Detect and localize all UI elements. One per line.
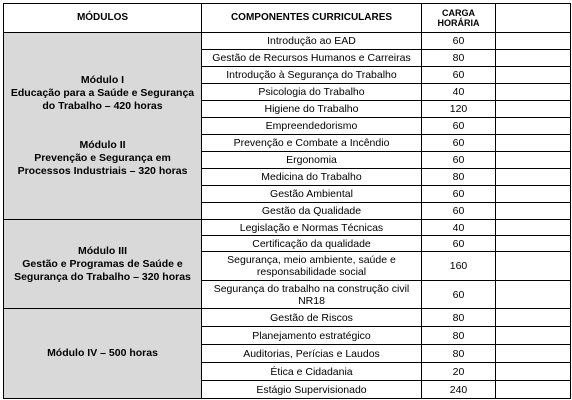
carga-cell: 160 [422, 252, 496, 281]
carga-cell: 80 [422, 50, 496, 67]
module-cell-1-2 [4, 33, 202, 220]
table-row [4, 309, 571, 327]
header-row [4, 4, 571, 33]
header-carga-line1: CARGA [442, 8, 475, 18]
blank-cell [496, 33, 571, 50]
componente-cell: Auditorias, Perícias e Laudos [202, 345, 422, 363]
carga-cell: 60 [422, 118, 496, 135]
blank-cell [496, 281, 571, 309]
module-2-hours: Processos Industriais – 320 horas [17, 165, 188, 177]
blank-cell [496, 252, 571, 281]
blank-cell [496, 309, 571, 327]
componente-cell: Legislação e Normas Técnicas [202, 220, 422, 236]
componente-cell: Gestão de Recursos Humanos e Carreiras [202, 50, 422, 67]
carga-cell: 60 [422, 236, 496, 252]
componente-cell: Introdução à Segurança do Trabalho [202, 67, 422, 84]
carga-cell: 60 [422, 186, 496, 203]
blank-cell [496, 220, 571, 236]
componente-cell: Gestão da Qualidade [202, 203, 422, 220]
componente-line1: Segurança do trabalho na construção civil [213, 282, 410, 295]
carga-cell: 80 [422, 345, 496, 363]
componente-cell: Psicologia do Trabalho [202, 84, 422, 101]
carga-cell: 240 [422, 381, 496, 399]
componente-cell: Prevenção e Combate a Incêndio [202, 135, 422, 152]
blank-cell [496, 381, 571, 399]
module-2-title: Módulo II [79, 139, 126, 151]
module-2-subtitle: Prevenção e Segurança em [34, 152, 171, 164]
module-3-subtitle: Gestão e Programas de Saúde e [22, 257, 183, 270]
componente-cell: Gestão Ambiental [202, 186, 422, 203]
blank-cell [496, 67, 571, 84]
header-carga-line2: HORÁRIA [437, 18, 480, 28]
carga-cell: 40 [422, 220, 496, 236]
module-4-label: Módulo IV – 500 horas [47, 347, 158, 359]
blank-cell [496, 50, 571, 67]
module-3-hours: Segurança do Trabalho – 320 horas [14, 270, 191, 283]
blank-cell [496, 118, 571, 135]
carga-cell: 60 [422, 67, 496, 84]
componente-cell: Certificação da qualidade [202, 236, 422, 252]
header-blank [496, 4, 571, 33]
componente-cell: Higiene do Trabalho [202, 101, 422, 118]
componente-cell: Estágio Supervisionado [202, 381, 422, 399]
carga-cell: 80 [422, 309, 496, 327]
blank-cell [496, 169, 571, 186]
componente-line1: Segurança, meio ambiente, saúde e [227, 254, 396, 266]
blank-cell [496, 135, 571, 152]
module-cell-4 [4, 309, 202, 399]
carga-cell: 60 [422, 135, 496, 152]
blank-cell [496, 345, 571, 363]
carga-cell: 60 [422, 281, 496, 309]
table-row [4, 220, 571, 236]
componente-cell: Gestão de Riscos [202, 309, 422, 327]
module-1-label [4, 74, 201, 113]
componente-cell: Medicina do Trabalho [202, 169, 422, 186]
carga-cell: 120 [422, 101, 496, 118]
carga-cell: 20 [422, 363, 496, 381]
header-carga-horaria [422, 4, 496, 33]
table-row [4, 33, 571, 50]
blank-cell [496, 186, 571, 203]
componente-cell [202, 252, 422, 281]
module-3-title: Módulo III [78, 244, 127, 257]
carga-cell: 60 [422, 203, 496, 220]
componente-cell: Introdução ao EAD [202, 33, 422, 50]
blank-cell [496, 152, 571, 169]
componente-line2: NR18 [298, 294, 325, 307]
blank-cell [496, 363, 571, 381]
module-1-subtitle: Educação para a Saúde e Segurança [10, 87, 195, 99]
carga-cell: 80 [422, 169, 496, 186]
curriculum-table [3, 3, 571, 399]
carga-cell: 60 [422, 33, 496, 50]
componente-cell: Ergonomia [202, 152, 422, 169]
componente-cell [202, 281, 422, 309]
componente-cell: Empreendedorismo [202, 118, 422, 135]
carga-cell: 60 [422, 152, 496, 169]
module-3-label [4, 245, 201, 284]
blank-cell [496, 203, 571, 220]
module-cell-3 [4, 220, 202, 309]
carga-cell: 40 [422, 84, 496, 101]
header-modulos: MÓDULOS [4, 4, 202, 33]
componente-cell: Ética e Cidadania [202, 363, 422, 381]
module-2-label [4, 139, 201, 178]
blank-cell [496, 236, 571, 252]
module-1-hours: do Trabalho – 420 horas [42, 100, 163, 112]
componente-cell: Planejamento estratégico [202, 327, 422, 345]
blank-cell [496, 84, 571, 101]
header-componentes: COMPONENTES CURRICULARES [202, 4, 422, 33]
module-1-title: Módulo I [80, 74, 125, 86]
carga-cell: 80 [422, 327, 496, 345]
componente-line2: responsabilidade social [256, 266, 367, 278]
blank-cell [496, 327, 571, 345]
blank-cell [496, 101, 571, 118]
